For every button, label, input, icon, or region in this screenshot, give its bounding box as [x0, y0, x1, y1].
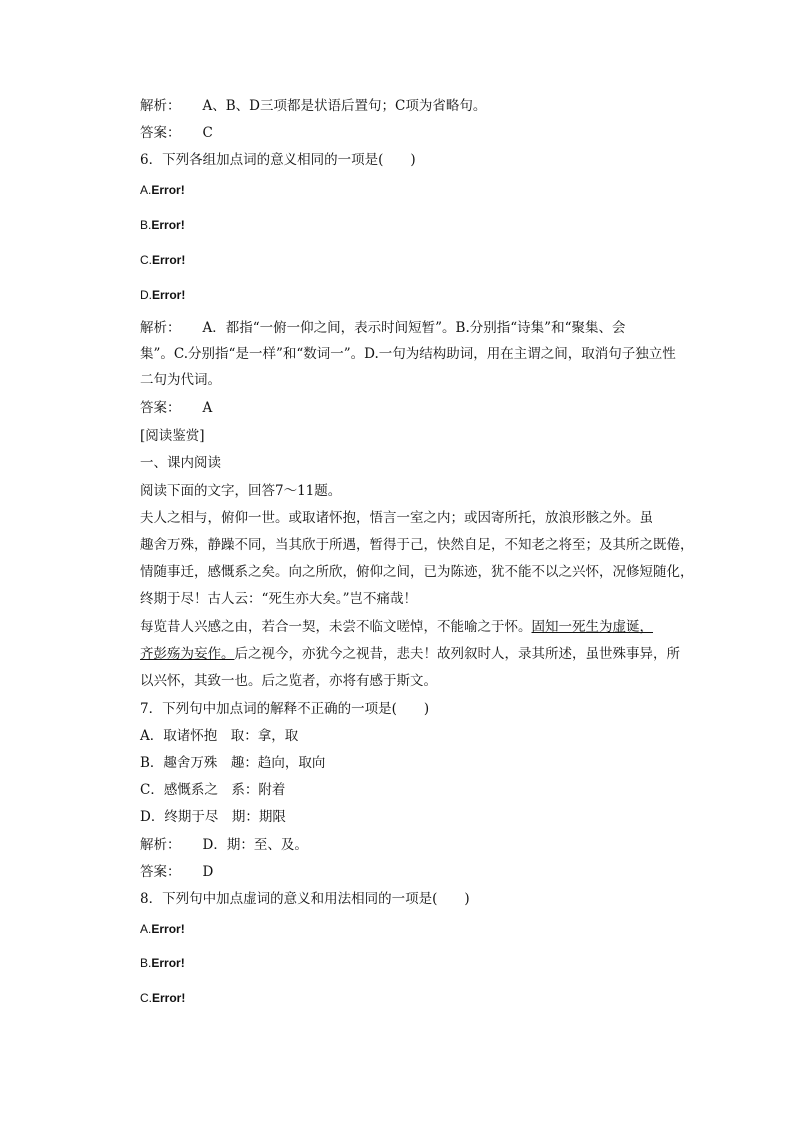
- q8-option-c: [140, 990, 185, 1006]
- q6-analysis-line1: [140, 320, 625, 336]
- answer-text: C: [202, 125, 213, 141]
- q5-analysis: [140, 98, 486, 114]
- analysis-label: 解析：: [140, 98, 181, 114]
- q6-analysis-line3: 二句为代词。: [140, 372, 221, 388]
- q6-question: 6．下列各组加点词的意义相同的一项是( ): [140, 152, 416, 168]
- q7-option-b: B．趣舍万殊 趣：趋向，取向: [140, 755, 326, 771]
- underlined-sentence: 齐彭殇为妄作。: [140, 646, 235, 662]
- q6-option-b: [140, 217, 185, 233]
- option-letter: A.: [140, 183, 152, 197]
- q7-question: 7．下列句中加点词的解释不正确的一项是( ): [140, 701, 430, 717]
- answer-label: 答案：: [140, 864, 181, 880]
- passage-p2-line3: 以兴怀，其致一也。后之览者，亦将有感于斯文。: [140, 673, 437, 689]
- passage-p1-line4: 终期于尽！古人云：“死生亦大矣。”岂不痛哉！: [140, 591, 418, 607]
- answer-text: D: [202, 864, 214, 880]
- option-text: Error!: [152, 991, 186, 1005]
- q6-analysis-line2: 集”。C.分别指“是一样”和“数词一”。D.一句为结构助词，用在主谓之间，取消句子独立性: [140, 346, 676, 362]
- option-letter: B.: [140, 956, 152, 970]
- q8-option-a: [140, 921, 185, 937]
- analysis-text: A．都指“一俯一仰之间，表示时间短暂”。B.分别指“诗集”和“聚集、会: [202, 320, 626, 336]
- option-text: Error!: [152, 253, 186, 267]
- q8-question: 8．下列句中加点虚词的意义和用法相同的一项是( ): [140, 891, 470, 907]
- passage-p1-line2: 趣舍万殊，静躁不同，当其欣于所遇，暂得于己，快然自足，不知老之将至；及其所之既倦，: [140, 537, 694, 553]
- q7-option-c: C．感慨系之 系：附着: [140, 782, 286, 798]
- analysis-text: D．期：至、及。: [202, 837, 308, 853]
- q7-option-a: A．取诸怀抱 取：拿，取: [140, 728, 299, 744]
- option-letter: C.: [140, 253, 152, 267]
- passage-text: 后之视今，亦犹今之视昔，悲夫！故列叙时人，录其所述，虽世殊事异，所: [234, 646, 680, 662]
- analysis-text: A、B、D三项都是状语后置句；C项为省略句。: [202, 98, 487, 114]
- underlined-sentence: 固知一死生为虚诞，: [531, 619, 653, 635]
- section-header: [阅读鉴赏]: [140, 428, 205, 444]
- passage-p1-line3: 情随事迁，感慨系之矣。向之所欣，俯仰之间，已为陈迹，犹不能不以之兴怀，况修短随化，: [140, 564, 694, 580]
- option-text: Error!: [152, 288, 186, 302]
- section-subheader: 一、课内阅读: [140, 455, 221, 471]
- option-text: Error!: [151, 183, 185, 197]
- passage-p1-line1: 夫人之相与，俯仰一世。或取诸怀抱，悟言一室之内；或因寄所托，放浪形骸之外。虽: [140, 510, 653, 526]
- reading-instruction: 阅读下面的文字，回答7～11题。: [140, 483, 342, 499]
- passage-text: 每览昔人兴感之由，若合一契，未尝不临文嗟悼，不能喻之于怀。: [140, 619, 532, 635]
- analysis-label: 解析：: [140, 837, 181, 853]
- q6-answer: [140, 400, 212, 416]
- analysis-label: 解析：: [140, 320, 181, 336]
- option-letter: A.: [140, 922, 152, 936]
- option-letter: D.: [140, 288, 152, 302]
- answer-label: 答案：: [140, 125, 181, 141]
- q6-option-c: [140, 252, 185, 268]
- answer-text: A: [202, 400, 213, 416]
- q5-answer: [140, 125, 213, 141]
- q8-option-b: [140, 955, 185, 971]
- option-letter: B.: [140, 218, 152, 232]
- option-text: Error!: [151, 218, 185, 232]
- q7-option-d: D．终期于尽 期：期限: [140, 809, 286, 825]
- q7-analysis: [140, 837, 308, 853]
- answer-label: 答案：: [140, 400, 181, 416]
- option-text: Error!: [151, 922, 185, 936]
- option-letter: C.: [140, 991, 152, 1005]
- q7-answer: [140, 864, 213, 880]
- q6-option-d: [140, 287, 185, 303]
- passage-p2-line1: [140, 619, 653, 635]
- q6-option-a: [140, 182, 185, 198]
- passage-p2-line2: [140, 646, 680, 662]
- option-text: Error!: [151, 956, 185, 970]
